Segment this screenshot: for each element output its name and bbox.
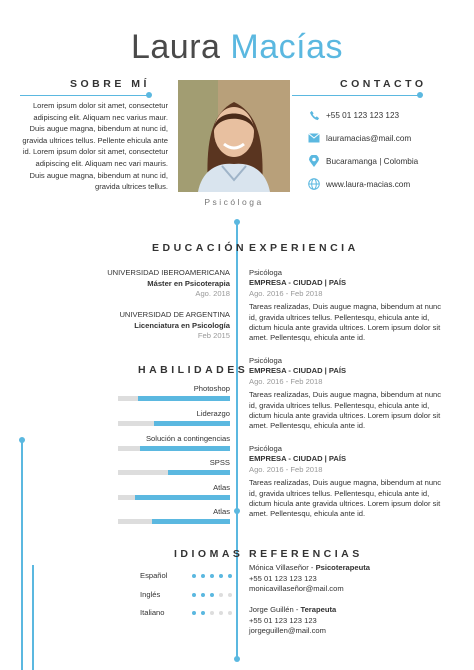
skill-bar-fill	[152, 519, 230, 524]
last-name: Macías	[230, 28, 343, 66]
skill-name: Liderazgo	[196, 409, 230, 418]
language-level-dots	[192, 571, 237, 580]
experience-role: Psicóloga	[249, 444, 282, 453]
left-accent-line	[21, 440, 23, 670]
experience-date: Ago. 2016 - Feb 2018	[249, 288, 323, 298]
skill-bar	[118, 470, 230, 475]
education-degree: Licenciatura en Psicología	[134, 320, 230, 330]
skill-item	[118, 434, 230, 451]
left-accent-dot	[19, 437, 25, 443]
language-level-dots	[192, 608, 237, 617]
education-degree: Máster en Psicoterapia	[147, 278, 230, 288]
skill-name: Photoshop	[193, 384, 230, 393]
contact-location-text: Bucaramanga | Colombia	[326, 156, 419, 166]
skill-bar-fill	[138, 396, 230, 401]
language-name: Italiano	[140, 608, 165, 617]
job-title: Psicóloga	[204, 197, 264, 207]
reference-email[interactable]: monicavillaseñor@mail.com	[249, 584, 344, 594]
about-text: Lorem ipsum dolor sit amet, consectetur adipiscing elit. Aliquam nec varius maur. Duis augue magna, bibendum at nunc id, gravida ultrices tellus. Pellente ehicula ante id. Lorem ipsum dolor sit amet, consectetur adipiscing elit. Aliquam nec vari mauris. Duis augue magna, bibendum at nunc id, gravida ultrices tellus.	[22, 101, 168, 192]
reference-name: Mónica Villaseñor	[249, 563, 309, 572]
skill-bar	[118, 495, 230, 500]
language-level-dot	[228, 611, 232, 615]
experience-company: EMPRESA - CIUDAD | PAÍS	[249, 454, 347, 464]
language-level-dot	[210, 611, 214, 615]
location-pin-icon	[308, 155, 320, 167]
experience-item	[249, 268, 449, 344]
contact-email[interactable]	[308, 132, 411, 144]
first-name: Laura	[130, 28, 221, 66]
references-title: REFERENCIAS	[249, 548, 363, 560]
left-accent-line-2	[32, 565, 34, 670]
language-level-dot	[228, 593, 232, 597]
language-level-dot	[219, 593, 223, 597]
skill-item	[118, 483, 230, 500]
reference-phone: +55 01 123 123 123	[249, 615, 317, 625]
skill-item	[118, 507, 230, 524]
skill-name: SPSS	[209, 458, 230, 467]
experience-company: EMPRESA - CIUDAD | PAÍS	[249, 366, 347, 376]
skill-name: Solución a contingencias	[145, 434, 230, 443]
education-date: Feb 2015	[197, 331, 230, 340]
contact-title: CONTACTO	[340, 78, 427, 90]
language-name: Español	[140, 571, 168, 580]
reference-item: Mónica Villaseñor - Psicoterapeuta +55 01 123 123 123 monicavillaseñor@mail.com	[249, 563, 371, 594]
education-item	[100, 268, 230, 300]
experience-company: EMPRESA - CIUDAD | PAÍS	[249, 278, 347, 288]
experience-item	[249, 356, 449, 432]
profile-photo	[178, 80, 290, 192]
language-level-dot	[210, 593, 214, 597]
about-divider-dot	[146, 92, 152, 98]
experience-desc: Tareas realizadas, Duis augue magna, bibendum at nunc id, gravida ultrices tellus. Pellentesqu, ehicula ante id, dictum hicula ante gravida ultrices. Lorem ipsum dolor sit amet. Pellentesqu, ehicula ante id.	[249, 302, 442, 343]
language-level-dot	[219, 574, 223, 578]
experience-date: Ago. 2016 - Feb 2018	[249, 376, 323, 386]
language-level-dots	[192, 590, 237, 599]
skill-bar-fill	[140, 446, 230, 451]
language-level-dot	[192, 593, 196, 597]
skill-name: Atlas	[213, 483, 230, 492]
skill-item	[118, 458, 230, 475]
education-item	[100, 310, 230, 342]
contact-email-text: lauramacias@mail.com	[326, 133, 412, 143]
language-item	[140, 571, 237, 580]
timeline-dot-mid	[234, 508, 240, 514]
language-level-dot	[201, 611, 205, 615]
skill-bar	[118, 446, 230, 451]
skill-bar	[118, 519, 230, 524]
contact-divider-dot	[417, 92, 423, 98]
skills-title: HABILIDADES	[138, 364, 249, 376]
skill-bar	[118, 396, 230, 401]
languages-title: IDIOMAS	[174, 548, 244, 560]
reference-title: Terapeuta	[300, 605, 337, 614]
education-date: Ago. 2018	[195, 289, 230, 298]
about-divider	[20, 95, 150, 96]
skill-bar	[118, 421, 230, 426]
education-school: UNIVERSIDAD DE ARGENTINA	[119, 310, 230, 319]
experience-title: EXPERIENCIA	[249, 242, 359, 254]
contact-divider	[292, 95, 420, 96]
skill-item	[118, 384, 230, 401]
reference-title: Psicoterapeuta	[315, 563, 371, 572]
timeline-dot-top	[234, 219, 240, 225]
experience-item	[249, 444, 449, 520]
education-school: UNIVERSIDAD IBEROAMERICANA	[107, 268, 230, 277]
language-level-dot	[228, 574, 232, 578]
language-level-dot	[201, 574, 205, 578]
reference-phone: +55 01 123 123 123	[249, 573, 317, 583]
contact-website[interactable]	[308, 178, 410, 190]
language-level-dot	[192, 574, 196, 578]
skill-bar-fill	[168, 470, 230, 475]
experience-desc: Tareas realizadas, Duis augue magna, bibendum at nunc id, gravida ultrices tellus. Pellentesqu, ehicula ante id, dictum hicula ante gravida ultrices. Lorem ipsum dolor sit amet. Pellentesqu, ehicula ante id.	[249, 478, 442, 519]
skill-name: Atlas	[213, 507, 230, 516]
language-level-dot	[210, 574, 214, 578]
reference-name: Jorge Guillén	[249, 605, 294, 614]
email-icon	[308, 132, 320, 144]
experience-role: Psicóloga	[249, 356, 282, 365]
skill-bar-fill	[154, 421, 230, 426]
language-item	[140, 590, 237, 599]
language-item	[140, 608, 237, 617]
reference-email[interactable]: jorgeguillen@mail.com	[249, 626, 326, 636]
experience-date: Ago. 2016 - Feb 2018	[249, 464, 323, 474]
experience-desc: Tareas realizadas, Duis augue magna, bibendum at nunc id, gravida ultrices tellus. Pellentesqu, ehicula ante id, dictum hicula ante gravida ultrices. Lorem ipsum dolor sit amet. Pellentesqu, ehicula ante id.	[249, 390, 442, 431]
name-heading	[0, 28, 474, 67]
reference-item: Jorge Guillén - Terapeuta +55 01 123 123 123 jorgeguillen@mail.com	[249, 605, 337, 636]
language-level-dot	[219, 611, 223, 615]
language-level-dot	[201, 593, 205, 597]
globe-icon	[308, 178, 320, 190]
about-title: SOBRE MÍ	[70, 78, 150, 90]
language-level-dot	[192, 611, 196, 615]
timeline-dot-bottom	[234, 656, 240, 662]
contact-website-text: www.laura-macias.com	[326, 179, 411, 189]
experience-role: Psicóloga	[249, 268, 282, 277]
contact-location	[308, 155, 418, 167]
contact-phone-text: +55 01 123 123 123	[326, 110, 400, 120]
skill-bar-fill	[135, 495, 230, 500]
phone-icon	[308, 109, 320, 121]
contact-phone	[308, 109, 399, 121]
language-name: Inglés	[140, 590, 161, 599]
skill-item	[118, 409, 230, 426]
education-title: EDUCACIÓN	[152, 242, 248, 254]
